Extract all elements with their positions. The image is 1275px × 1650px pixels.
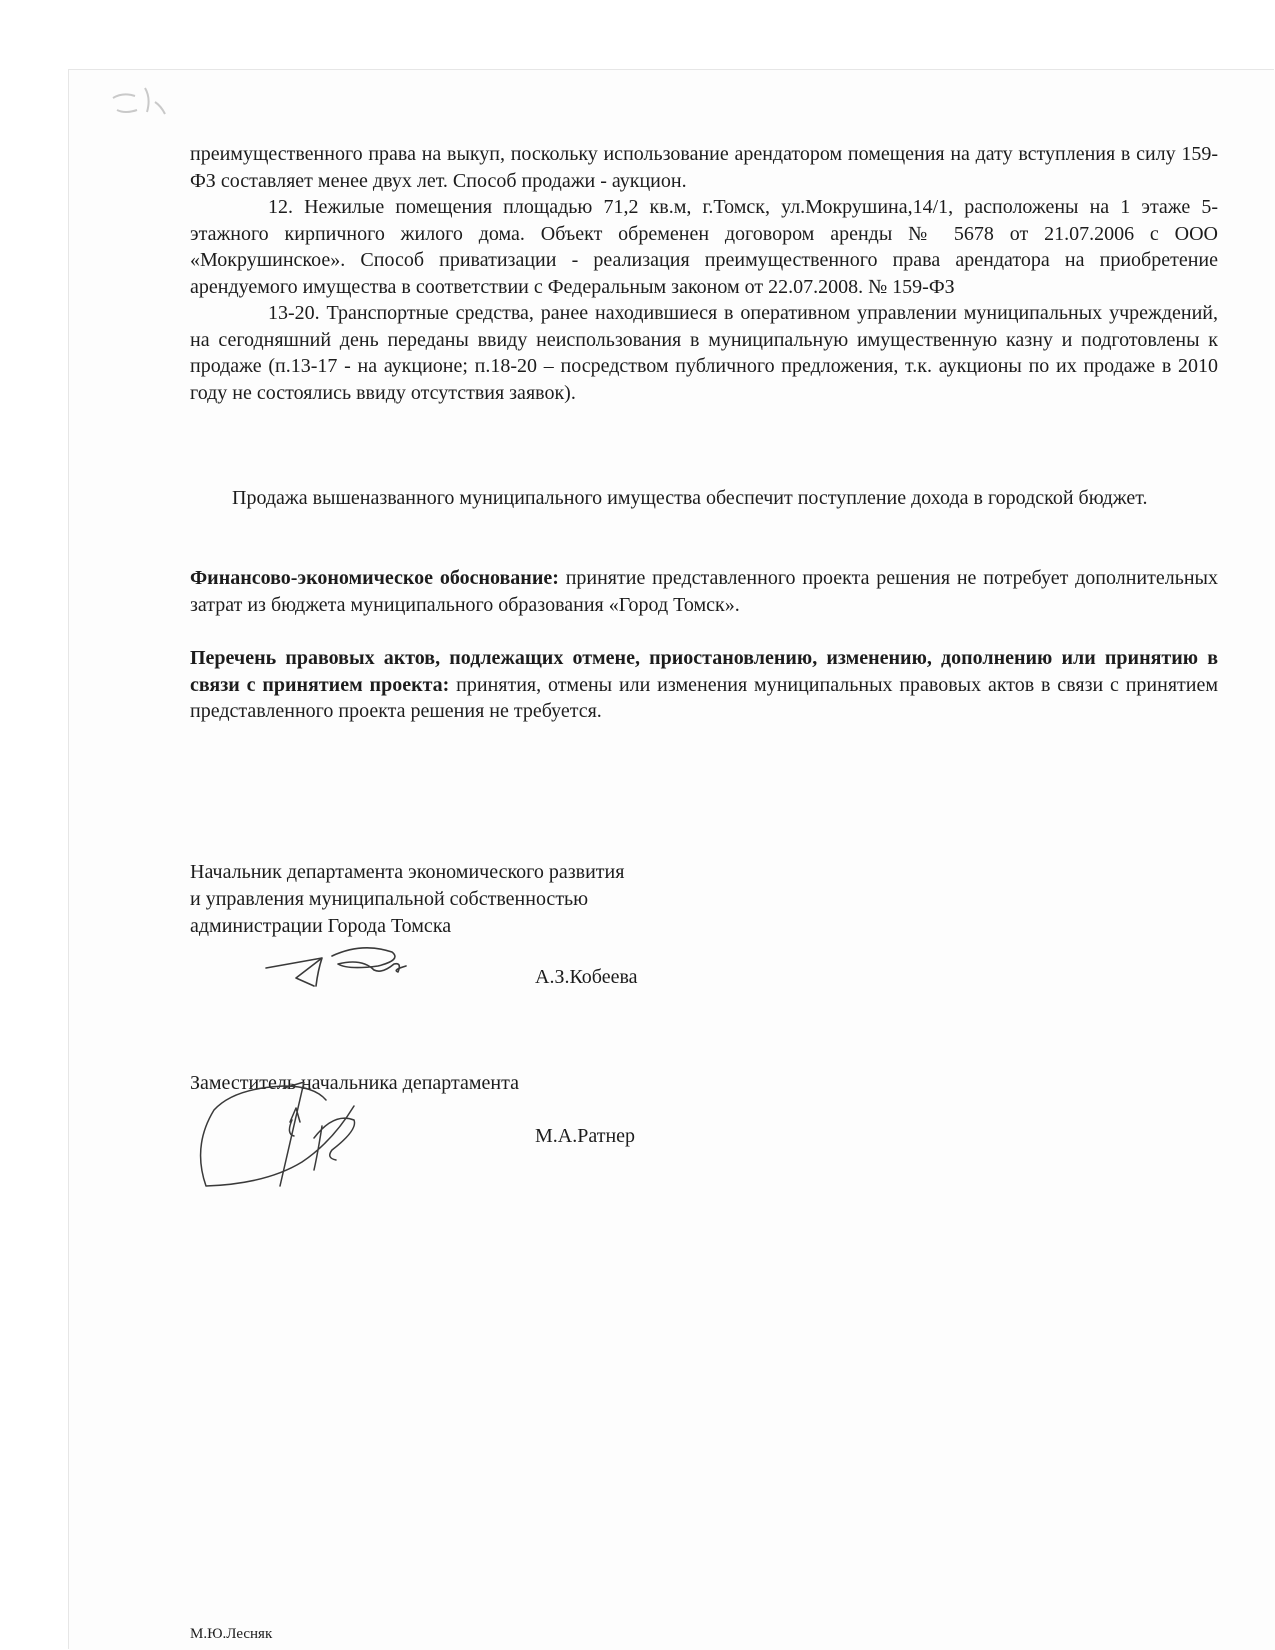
signatory2-name: М.А.Ратнер xyxy=(535,1125,636,1147)
signature-kobeeva xyxy=(262,936,432,1006)
signatory2-title: Заместитель начальника департамента xyxy=(190,1072,519,1094)
executor-name: М.Ю.Лесняк xyxy=(190,1626,273,1642)
finance-section xyxy=(190,565,1218,618)
sale-section xyxy=(190,485,1218,512)
scan-artifact-mark xyxy=(105,80,175,130)
signatory1-title-line3: администрации Города Томска xyxy=(190,915,452,937)
paragraph-finance xyxy=(190,565,1218,618)
paragraph-item-13-20: 13-20. Транспортные средства, ранее находившиеся в оперативном управлении муниципальных учреждений, на сегодняшний день переданы ввиду неиспользования в муниципальную имущественную казну и подготовлены к продаже (п.13-17 - на аукционе; п.18-20 – посредством публичного предложения, т.к. аукционы по их продаже в 2010 году не состоялись ввиду отсутствия заявок). xyxy=(190,302,1218,404)
body-text xyxy=(190,141,1218,406)
legal-text: принятия, отмены или изменения муниципальных правовых актов в связи с принятием представленного проекта решения не требуется. xyxy=(190,673,1218,722)
paragraph-continuation: преимущественного права на выкуп, поскольку использование арендатором помещения на дату вступления в силу 159-ФЗ составляет менее двух лет. Способ продажи - аукцион. xyxy=(190,143,1218,192)
paragraph-sale: Продажа вышеназванного муниципального имущества обеспечит поступление дохода в городской бюджет. xyxy=(232,487,1148,509)
finance-text: принятие представленного проекта решения не потребует дополнительных затрат из бюджета муниципального образования «Город Томск». xyxy=(190,567,1218,616)
finance-label: Финансово-экономическое обоснование: xyxy=(190,567,559,589)
legal-section xyxy=(190,645,1218,725)
signatory1-title xyxy=(190,859,624,940)
paragraph-legal xyxy=(190,645,1218,725)
signatory1-title-line2: и управления муниципальной собственностью xyxy=(190,888,589,910)
signature-ratner xyxy=(196,1082,406,1194)
paragraph-item-12: 12. Нежилые помещения площадью 71,2 кв.м, г.Томск, ул.Мокрушина,14/1, расположены на 1 этаже 5-этажного кирпичного жилого дома. Объект обременен договором аренды № 5678 от 21.07.2006 с ООО «Мокрушинское». Способ приватизации - реализация преимущественного права арендатора на приобретение арендуемого имущества в соответствии с Федеральным законом от 22.07.2008. № 159-ФЗ xyxy=(190,196,1218,298)
legal-label: Перечень правовых актов, подлежащих отмене, приостановлению, изменению, дополнению или принятию в связи с принятием проекта: xyxy=(190,647,1218,696)
signatory1-name: А.З.Кобеева xyxy=(535,966,638,988)
signatory1-title-line1: Начальник департамента экономического развития xyxy=(190,861,625,883)
